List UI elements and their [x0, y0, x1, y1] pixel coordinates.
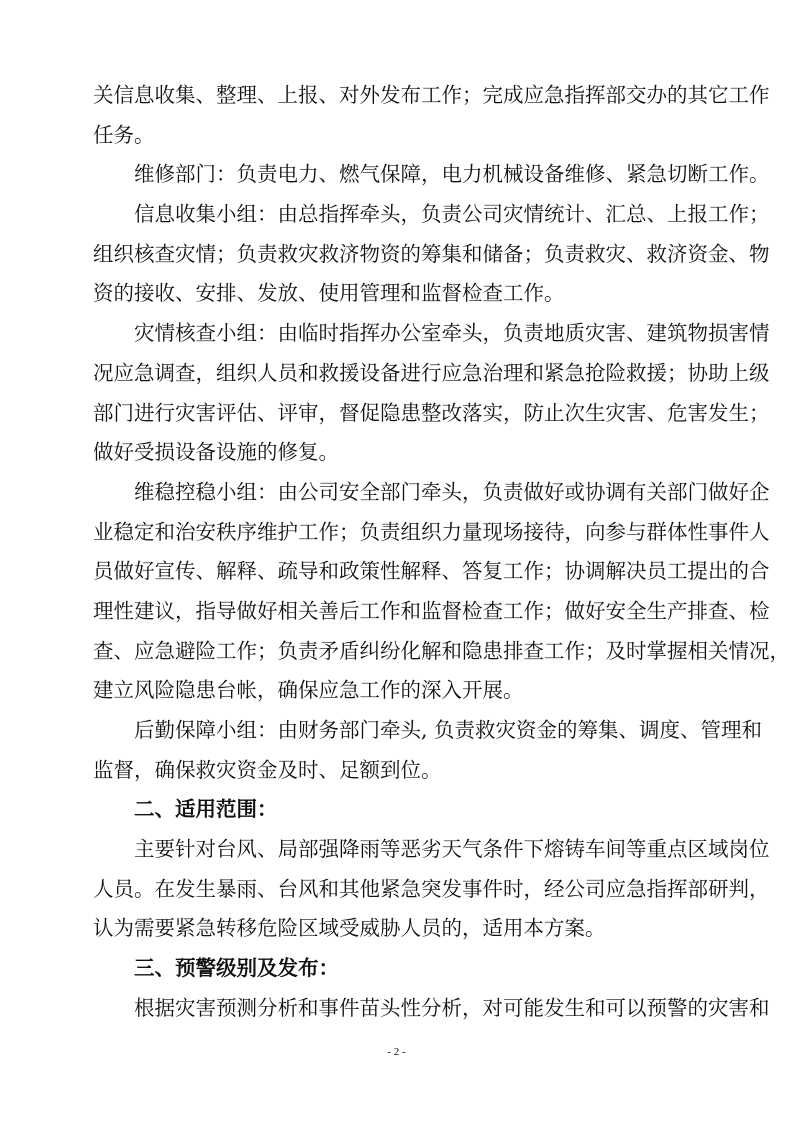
text-line: 维稳控稳小组：由公司安全部门牵头，负责做好或协调有关部门做好企 [134, 479, 770, 504]
text-line: 后勤保障小组：由财务部门牵头, 负责救灾资金的筹集、调度、管理和 [134, 718, 763, 742]
paragraph [93, 711, 763, 790]
paragraph [93, 314, 770, 473]
text-line: 人员。在发生暴雨、台风和其他紧急突发事件时，经公司应急指挥部研判， [93, 876, 770, 901]
paragraph [93, 76, 770, 155]
text-line: 资的接收、安排、发放、使用管理和监督检查工作。 [93, 281, 565, 306]
text-line: 任务。 [93, 122, 155, 147]
text-line: 认为需要紧急转移危险区域受威胁人员的，适用本方案。 [93, 916, 606, 941]
text-line: 二、适用范围： [134, 797, 278, 822]
page-number: - 2 - [387, 1046, 406, 1058]
text-line: 主要针对台风、局部强降雨等恶劣天气条件下熔铸车间等重点区域岗位 [134, 837, 770, 862]
document-body [93, 76, 790, 1029]
text-line: 建立风险隐患台帐，确保应急工作的深入开展。 [93, 678, 524, 703]
text-line: 监督，确保救灾资金及时、足额到位。 [93, 757, 442, 782]
text-line: 三、预警级别及发布： [134, 956, 339, 981]
text-line: 查、应急避险工作；负责矛盾纠纷化解和隐患排查工作；及时掌握相关情况， [93, 638, 790, 663]
paragraph [93, 155, 770, 195]
paragraph [93, 473, 790, 711]
paragraph [93, 830, 770, 949]
section-heading [93, 790, 701, 830]
text-line: 理性建议，指导做好相关善后工作和监督检查工作；做好安全生产排查、检 [93, 598, 770, 623]
text-line: 维修部门：负责电力、燃气保障，电力机械设备维修、紧急切断工作。 [134, 162, 770, 187]
text-line: 况应急调查，组织人员和救援设备进行应急治理和紧急抢险救援；协助上级 [93, 360, 770, 385]
text-line: 业稳定和治安秩序维护工作；负责组织力量现场接待，向参与群体性事件人 [93, 519, 770, 544]
text-line: 灾情核查小组：由临时指挥办公室牵头，负责地质灾害、建筑物损害情 [134, 321, 770, 346]
text-line: 部门进行灾害评估、评审，督促隐患整改落实，防止次生灾害、危害发生； [93, 400, 770, 425]
text-line: 做好受损设备设施的修复。 [93, 440, 339, 465]
paragraph [93, 989, 770, 1029]
section-heading [93, 949, 701, 989]
text-line: 关信息收集、整理、上报、对外发布工作；完成应急指挥部交办的其它工作 [93, 83, 770, 107]
text-line: 员做好宣传、解释、疏导和政策性解释、答复工作；协调解决员工提出的合 [93, 559, 770, 584]
paragraph [93, 195, 770, 314]
text-line: 根据灾害预测分析和事件苗头性分析，对可能发生和可以预警的灾害和 [134, 995, 770, 1020]
text-line: 组织核查灾情；负责救灾救济物资的筹集和储备；负责救灾、救济资金、物 [93, 241, 770, 266]
text-line: 信息收集小组：由总指挥牵头，负责公司灾情统计、汇总、上报工作； [134, 202, 770, 227]
